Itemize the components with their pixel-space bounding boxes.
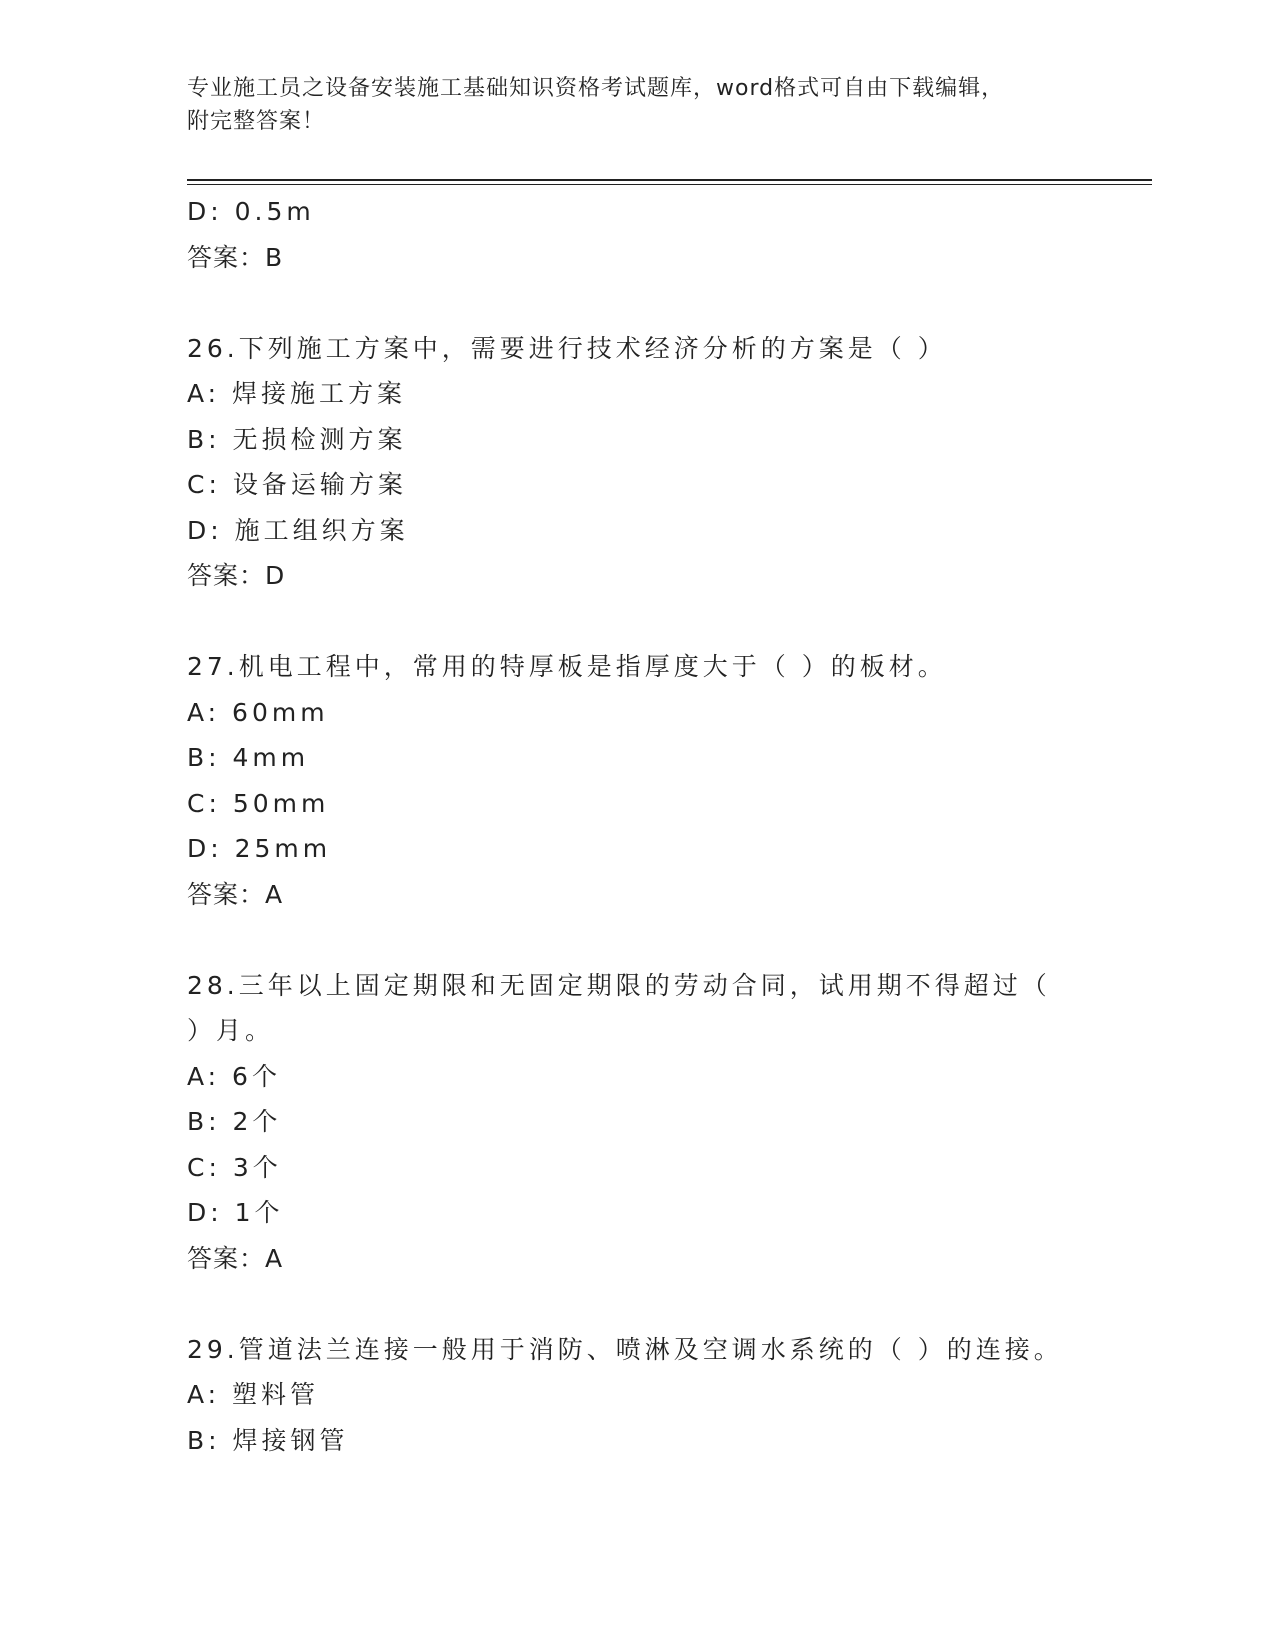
question-27: [187, 644, 1087, 917]
question-text-line-1: 28.三年以上固定期限和无固定期限的劳动合同，试用期不得超过（: [187, 970, 1051, 1000]
spacer: [187, 917, 1087, 963]
option-b: B: 2个: [187, 1107, 282, 1136]
header-line-1: 专业施工员之设备安装施工基础知识资格考试题库，word格式可自由下载编辑，: [187, 76, 1005, 101]
option-b: B: 4mm: [187, 743, 310, 772]
option-b: B: 无损检测方案: [187, 424, 407, 454]
question-text: 29.管道法兰连接一般用于消防、喷淋及空调水系统的（ ）的连接。: [187, 1334, 1063, 1364]
option-d: D: 1个: [187, 1198, 284, 1227]
option-a: A: 塑料管: [187, 1380, 320, 1409]
prev-answer: 答案：B: [187, 242, 284, 272]
option-b: B: 焊接钢管: [187, 1425, 349, 1455]
question-26: [187, 326, 1087, 599]
question-29: [187, 1327, 1087, 1464]
question-list: [187, 189, 1087, 1463]
option-c: C: 3个: [187, 1152, 282, 1182]
option-d: D: 25mm: [187, 834, 332, 863]
option-c: C: 设备运输方案: [187, 470, 407, 499]
question-text: 26.下列施工方案中，需要进行技术经济分析的方案是（ ）: [187, 333, 947, 363]
question-text-line-2: ）月。: [187, 1016, 275, 1045]
question-28: [187, 963, 1087, 1282]
option-a: A: 6个: [187, 1061, 281, 1091]
answer: 答案：A: [187, 1243, 284, 1273]
option-d: D: 施工组织方案: [187, 515, 409, 545]
option-c: C: 50mm: [187, 788, 330, 818]
option-a: A: 60mm: [187, 697, 329, 727]
spacer: [187, 599, 1087, 645]
document-header: [187, 72, 1087, 138]
header-line-2: 附完整答案！: [187, 109, 326, 134]
spacer: [187, 1281, 1087, 1327]
answer: 答案：A: [187, 879, 284, 909]
header-rule-thick: [187, 179, 1152, 181]
prev-option-d: D: 0.5m: [187, 197, 315, 226]
header-rule-thin: [187, 184, 1152, 185]
option-a: A: 焊接施工方案: [187, 379, 407, 408]
answer: 答案：D: [187, 561, 286, 590]
question-text: 27.机电工程中，常用的特厚板是指厚度大于（ ）的板材。: [187, 652, 947, 681]
spacer: [187, 280, 1087, 326]
